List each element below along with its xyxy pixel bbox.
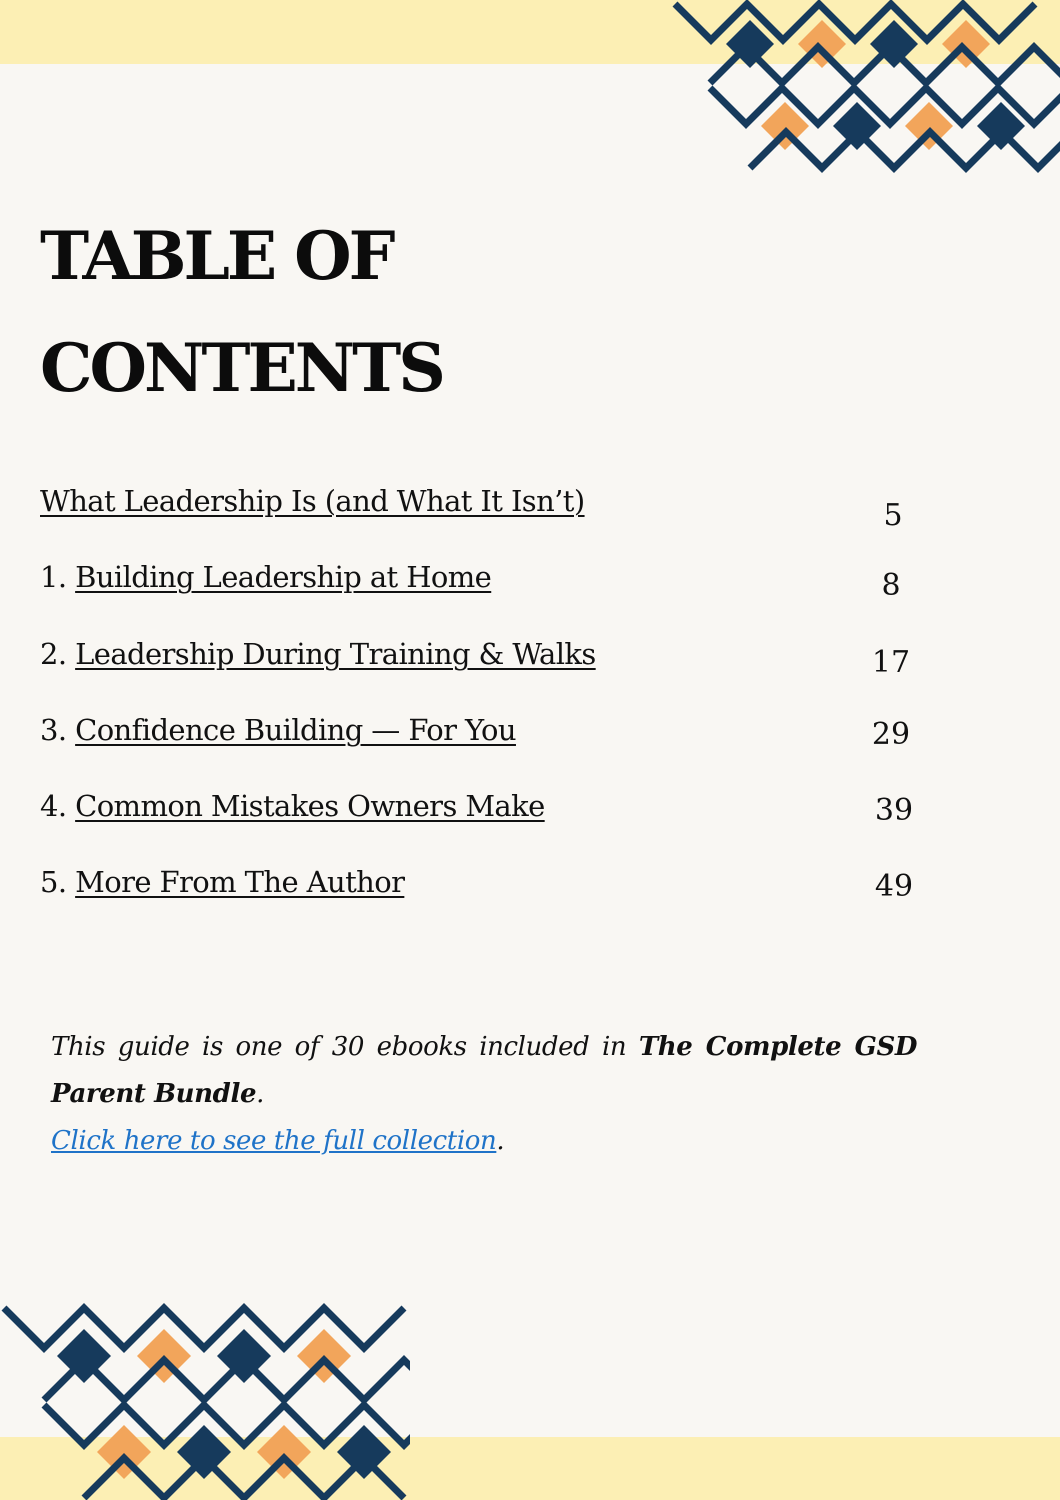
- full-collection-link[interactable]: Click here to see the full collection: [51, 1126, 497, 1156]
- toc-entry-intro[interactable]: [40, 484, 940, 534]
- toc-link[interactable]: Common Mistakes Owners Make: [75, 789, 545, 823]
- link-period: .: [496, 1126, 505, 1156]
- toc-entry-label: [40, 484, 585, 518]
- zigzag-line: [675, 4, 1035, 40]
- toc-entry-4[interactable]: [40, 789, 940, 839]
- toc-link[interactable]: Building Leadership at Home: [75, 560, 492, 594]
- diamond-shape: [97, 1425, 151, 1479]
- bundle-name-part-1: The Complete GSD: [638, 1032, 917, 1062]
- toc-number: 1.: [40, 560, 67, 594]
- diamond-shape: [337, 1425, 391, 1479]
- title-line-2: CONTENTS: [40, 329, 443, 407]
- bundle-note-period: .: [256, 1079, 264, 1109]
- toc-link[interactable]: Confidence Building — For You: [75, 713, 516, 747]
- toc-page-number: 49: [874, 869, 914, 904]
- page-title: [40, 200, 443, 424]
- toc-entry-label: [40, 713, 516, 747]
- bundle-note-line-2: [51, 1071, 264, 1118]
- bundle-note-line-1: [51, 1024, 917, 1071]
- diamond-pattern-top-right: [670, 0, 1060, 185]
- bundle-note-intro: This guide is one of 30 ebooks included in: [51, 1032, 639, 1062]
- toc-entry-3[interactable]: [40, 713, 940, 763]
- zigzag-line: [4, 1308, 404, 1348]
- toc-entry-2[interactable]: [40, 637, 940, 687]
- bundle-note-line-3: [51, 1118, 504, 1165]
- toc-entry-5[interactable]: [40, 865, 940, 915]
- diamond-shape: [177, 1425, 231, 1479]
- toc-entry-label: [40, 865, 404, 899]
- zigzag-line: [84, 1458, 404, 1498]
- toc-page-number: 8: [881, 568, 901, 603]
- title-line-1: TABLE OF: [40, 217, 393, 295]
- toc-entry-label: [40, 789, 545, 823]
- diamond-shape: [257, 1425, 311, 1479]
- toc-number: 2.: [40, 637, 67, 671]
- toc-link[interactable]: Leadership During Training & Walks: [75, 637, 596, 671]
- toc-page-number: 5: [883, 498, 903, 533]
- toc-number: 3.: [40, 713, 67, 747]
- toc-page-number: 29: [871, 717, 911, 752]
- toc-link[interactable]: More From The Author: [75, 865, 405, 899]
- toc-entry-label: [40, 637, 596, 671]
- diamond-pattern-bottom-left: [0, 1300, 410, 1500]
- toc-page-number: 39: [874, 793, 914, 828]
- toc-link[interactable]: What Leadership Is (and What It Isn’t): [40, 484, 585, 518]
- bundle-name-part-2: Parent Bundle: [51, 1079, 257, 1109]
- toc-entry-label: [40, 560, 491, 594]
- toc-entry-1[interactable]: [40, 560, 940, 610]
- toc-page-number: 17: [871, 645, 911, 680]
- toc-number: 5.: [40, 865, 67, 899]
- toc-number: 4.: [40, 789, 67, 823]
